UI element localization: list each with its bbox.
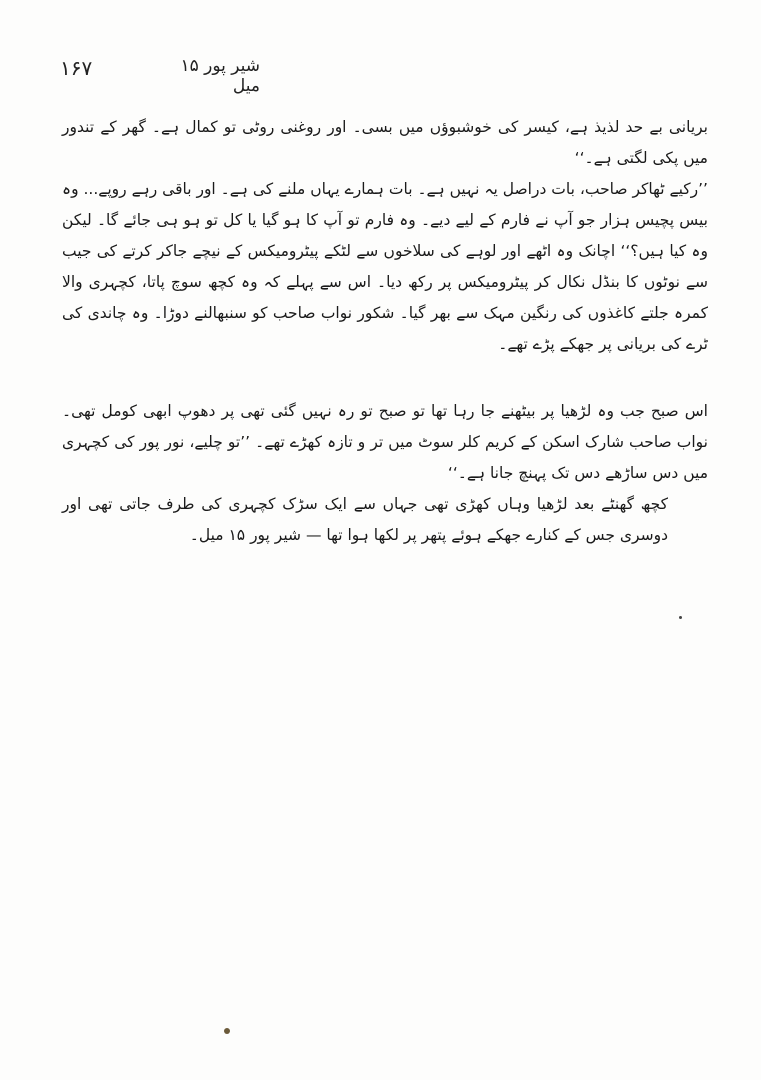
paragraph: کچھ گھنٹے بعد لڑھیا وہاں کھڑی تھی جہاں سے ایک سڑک کچہری کی طرف جاتی تھی اور دوسری جس کے کنارے جھکے ہوئے پتھر پر لکھا ہوا تھا — شیر پور ۱۵ میل۔ [62,495,668,544]
paragraph: بریانی بے حد لذیذ ہے، کیسر کی خوشبوؤں میں بسی۔ اور روغنی روٹی تو کمال ہے۔ گھر کے تندور میں پکی لگتی ہے۔‘‘ [62,118,708,167]
paragraph: ’’رکیے ٹھاکر صاحب، بات دراصل یہ نہیں ہے۔ بات ہمارے یہاں ملنے کی ہے۔ اور باقی رہے روپے... وہ بیس پچیس ہزار جو آپ نے فارم کے لیے دیے۔ وہ فارم تو آپ کا ہو گیا یا کل تو ہو ہی جائے گا۔ لیکن وہ کیا ہیں؟‘‘ اچانک وہ اٹھے اور لوہے کی سلاخوں سے لٹکے پیٹرومیکس کے نیچے جاکر کرتے کی جیب سے نوٹوں کا بنڈل نکال کر پیٹرومیکس پر رکھ دیا۔ اس سے پہلے کہ وہ کچھ سوچ پاتا، کچہری والا کمرہ جلتے کاغذوں کی رنگین مہک سے بھر گیا۔ شکور نواب صاحب کو سنبھالنے دوڑا۔ وہ چاندی کی ٹرے کی بریانی پر جھکے پڑے تھے۔ [62,180,708,353]
ink-mark [679,616,682,619]
ink-dot [224,1028,230,1034]
body-text [62,112,708,551]
paragraph-gap [62,360,708,396]
page-number: ۱۶۷ [60,56,93,80]
page-header [60,56,260,96]
paragraph: اس صبح جب وہ لڑھیا پر بیٹھنے جا رہا تھا تو صبح تو رہ نہیں گئی تھی پر دھوپ ابھی کومل تھی۔ نواب صاحب شارک اسکن کے کریم کلر سوٹ میں تر و تازہ کھڑے تھے۔ ’’تو چلیے، نور پور کی کچہری میں دس ساڑھے دس تک پہنچ جانا ہے۔‘‘ [62,402,708,482]
running-title: شیر پور ۱۵ میل [180,56,260,96]
